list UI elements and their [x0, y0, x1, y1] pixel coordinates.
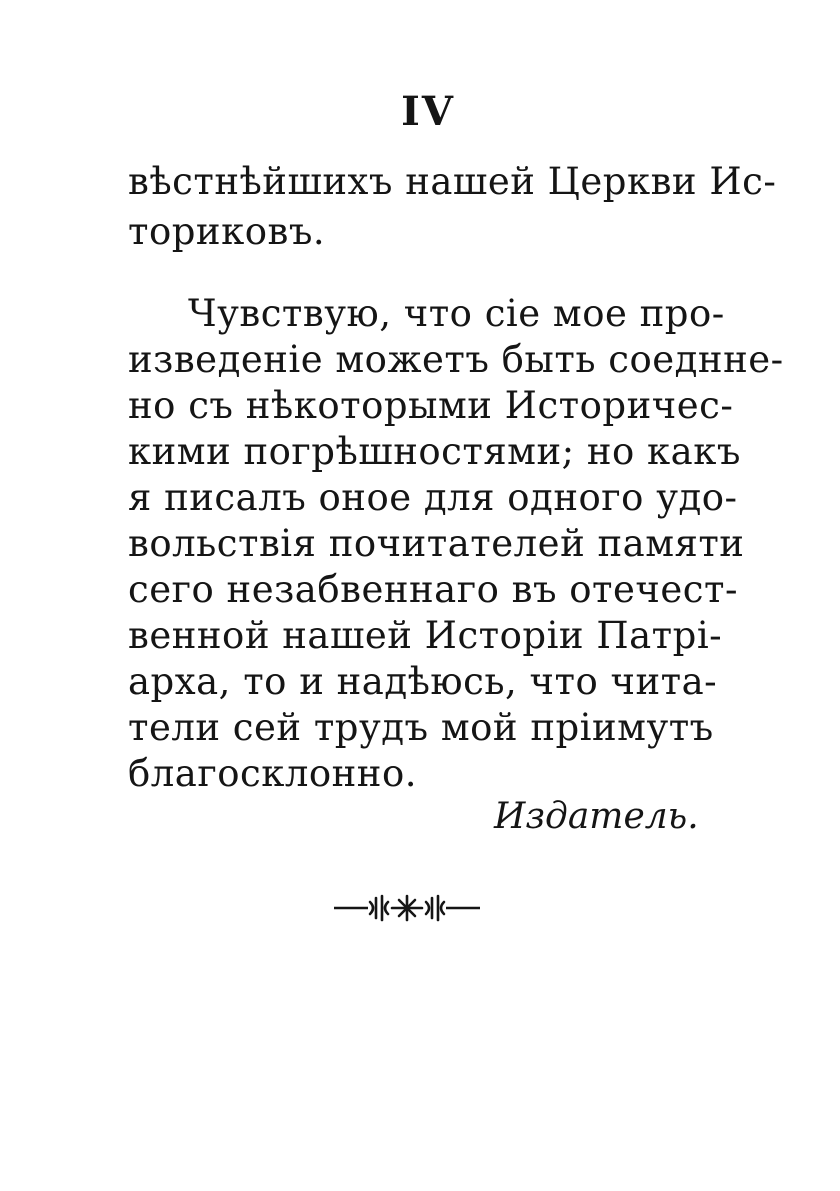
text-line: ториковъ.: [128, 210, 326, 253]
text-line: благосклонно.: [128, 752, 417, 795]
text-line: изведеніе можетъ быть соеднне-: [128, 338, 784, 381]
text-line: венной нашей Исторіи Патрі-: [128, 614, 723, 657]
text-line: вѣстнѣйшихъ нашей Церкви Ис-: [128, 160, 777, 203]
text-line: но съ нѣкоторыми Историчес-: [128, 384, 734, 427]
text-line: я писалъ оное для одного удо-: [128, 476, 738, 519]
text-line: вольствія почитателей памяти: [128, 522, 745, 565]
text-line: сего незабвеннаго въ отечест-: [128, 568, 738, 611]
text-line: кими погрѣшностями; но какъ: [128, 430, 741, 473]
ornament-divider-icon: [332, 888, 482, 928]
text-line: арха, то и надѣюсь, что чита-: [128, 660, 718, 703]
text-line: тели сей трудъ мой пріимутъ: [128, 706, 714, 749]
signature: Издатель.: [494, 796, 699, 837]
page-number: IV: [401, 88, 455, 135]
paragraph-first-line: Чувствую, что сіе мое про-: [188, 292, 725, 335]
